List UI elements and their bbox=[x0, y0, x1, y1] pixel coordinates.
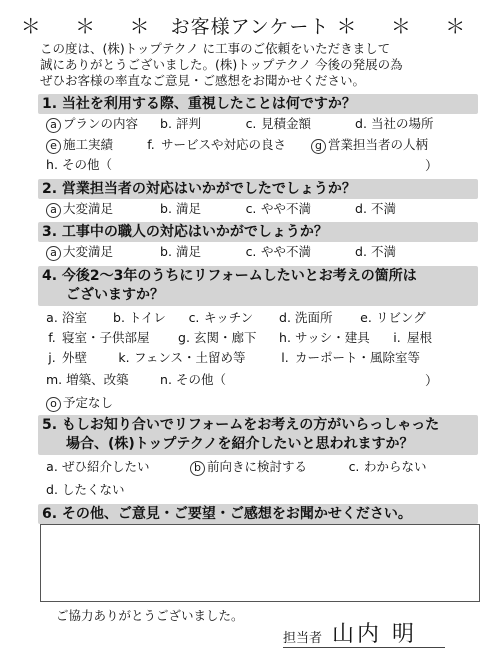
q4-option-k[interactable]: k. フェンス・土留め等 bbox=[118, 350, 246, 365]
intro-text: この度は、(株)トップテクノ に工事のご依頼をいただきまして 誠にありがとうございました。(株)トップテクノ 今後の発展の為 ぜひお客様の率直なご意見・ご感想をお聞かせください。 bbox=[40, 41, 403, 88]
q1-option-b[interactable]: b. 評判 bbox=[160, 116, 201, 131]
q4-option-l[interactable]: l. カーポート・風除室等 bbox=[281, 350, 420, 365]
question-1: 1. 当社を利用する際、重視したことは何ですか？ bbox=[38, 94, 478, 114]
q2-option-c[interactable]: c. やや不満 bbox=[245, 201, 311, 216]
staff-label: 担当者 bbox=[283, 631, 323, 646]
question-6: 6. その他、ご意見・ご要望・ご感想をお聞かせください。 bbox=[38, 504, 478, 524]
selected-circle-icon: o bbox=[46, 397, 61, 412]
thanks-text: ご協力ありがとうございました。 bbox=[56, 608, 244, 623]
q1-option-c[interactable]: c. 見積金額 bbox=[245, 116, 311, 131]
question-5-line2: 場合、(株)トップテクノを紹介したいと思われますか？ bbox=[66, 436, 414, 452]
title-stars-right: ＊ ＊ ＊ bbox=[336, 14, 480, 38]
question-3: 3. 工事中の職人の対応はいかがでしょうか？ bbox=[38, 222, 478, 242]
title-stars-left: ＊ ＊ ＊ bbox=[20, 14, 164, 38]
selected-circle-icon: a bbox=[46, 118, 61, 133]
q2-option-d[interactable]: d. 不満 bbox=[355, 201, 396, 216]
q2-option-b[interactable]: b. 満足 bbox=[160, 201, 201, 216]
q1-option-d[interactable]: d. 当社の場所 bbox=[355, 116, 434, 131]
q4-option-a[interactable]: a. 浴室 bbox=[46, 310, 87, 325]
selected-circle-icon: a bbox=[46, 203, 61, 218]
q5-option-d[interactable]: d. したくない bbox=[46, 482, 125, 497]
q1-option-g[interactable]: g 営業担当者の人柄 bbox=[311, 137, 428, 154]
staff-name-handwritten: 山内 明 bbox=[332, 622, 417, 647]
q3-option-d[interactable]: d. 不満 bbox=[355, 244, 396, 259]
q4-option-f[interactable]: f. 寝室・子供部屋 bbox=[48, 330, 150, 345]
staff-underline bbox=[283, 647, 445, 648]
q4-option-e[interactable]: e. リビング bbox=[360, 310, 426, 325]
q1-option-h[interactable]: h. その他（ bbox=[46, 157, 112, 172]
q4-option-g[interactable]: g. 玄関・廊下 bbox=[178, 330, 257, 345]
question-4-line2: ございますか？ bbox=[66, 287, 164, 303]
q1-close-paren: ） bbox=[425, 159, 439, 174]
q4-option-c[interactable]: c. キッチン bbox=[188, 310, 254, 325]
q4-option-j[interactable]: j. 外壁 bbox=[48, 350, 87, 365]
q4-option-h[interactable]: h. サッシ・建具 bbox=[279, 330, 370, 345]
q4-option-i[interactable]: i. 屋根 bbox=[393, 330, 432, 345]
q4-close-paren: ） bbox=[425, 374, 439, 389]
question-5 bbox=[38, 415, 478, 455]
page-title: お客様アンケート bbox=[170, 16, 330, 38]
q5-option-c[interactable]: c. わからない bbox=[348, 459, 427, 474]
q5-option-b[interactable]: b 前向きに検討する bbox=[190, 459, 307, 476]
q4-option-d[interactable]: d. 洗面所 bbox=[279, 310, 333, 325]
survey-title-row bbox=[0, 10, 500, 39]
q2-option-a[interactable]: a 大変満足 bbox=[46, 201, 113, 218]
q5-option-a[interactable]: a. ぜひ紹介したい bbox=[46, 459, 150, 474]
q3-option-a[interactable]: a 大変満足 bbox=[46, 244, 113, 261]
q3-option-b[interactable]: b. 満足 bbox=[160, 244, 201, 259]
comments-box[interactable] bbox=[40, 524, 480, 602]
q1-option-f[interactable]: f. サービスや対応の良さ bbox=[147, 137, 286, 152]
selected-circle-icon: b bbox=[190, 461, 205, 476]
q4-option-n[interactable]: n. その他（ bbox=[160, 372, 226, 387]
q1-option-a[interactable]: a プランの内容 bbox=[46, 116, 138, 133]
question-2: 2. 営業担当者の対応はいかがでしたでしょうか？ bbox=[38, 179, 478, 199]
q4-option-o[interactable]: o 予定なし bbox=[46, 395, 113, 412]
question-5-line1: 5. もしお知り合いでリフォームをお考えの方がいらっしゃった bbox=[42, 417, 440, 433]
question-4 bbox=[38, 266, 478, 306]
q4-option-m[interactable]: m. 増築、改築 bbox=[46, 372, 129, 387]
q4-option-b[interactable]: b. トイレ bbox=[113, 310, 166, 325]
q1-option-e[interactable]: e 施工実績 bbox=[46, 137, 113, 154]
question-4-line1: 4. 今後2～3年のうちにリフォームしたいとお考えの箇所は bbox=[42, 268, 417, 284]
q3-option-c[interactable]: c. やや不満 bbox=[245, 244, 311, 259]
selected-circle-icon: g bbox=[311, 139, 326, 154]
selected-circle-icon: e bbox=[46, 139, 61, 154]
selected-circle-icon: a bbox=[46, 246, 61, 261]
